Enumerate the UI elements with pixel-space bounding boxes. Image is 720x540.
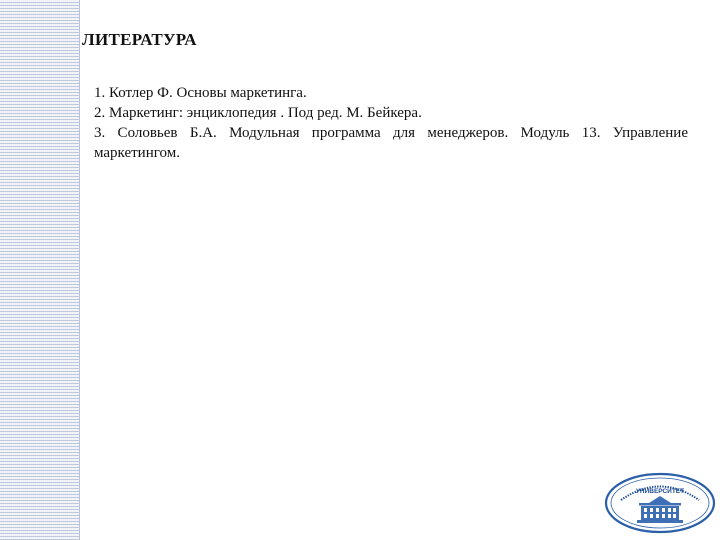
slide-title: ЛИТЕРАТУРА bbox=[82, 30, 197, 49]
decorative-side-strip bbox=[0, 0, 80, 540]
university-logo bbox=[603, 470, 717, 534]
reference-item-2: 2. Маркетинг: энциклопедия . Под ред. М. Бейкера. bbox=[94, 105, 422, 121]
reference-item-1: 1. Котлер Ф. Основы маркетинга. bbox=[94, 85, 307, 101]
logo-arc-text: УНИВЕРСИТЕТ bbox=[635, 488, 685, 495]
reference-item-3: 3. Соловьев Б.А. Модульная программа для менеджеров. Модуль 13. Управление маркетингом. bbox=[94, 125, 688, 161]
reference-list bbox=[94, 83, 688, 163]
